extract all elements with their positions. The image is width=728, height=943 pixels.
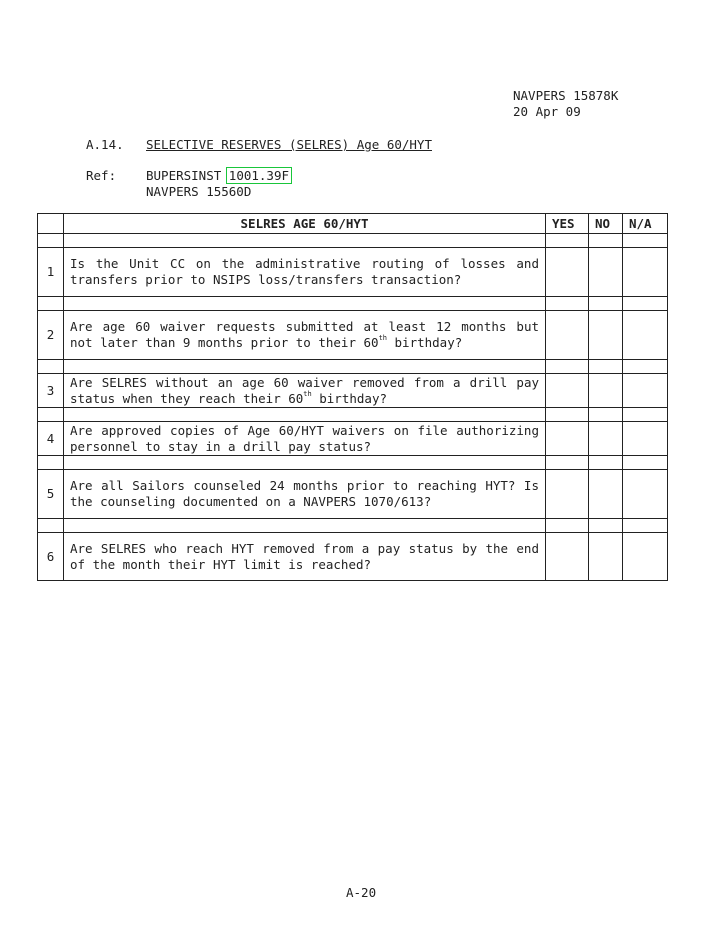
spacer-row (38, 456, 668, 470)
question-text: Are age 60 waiver requests submitted at least 12 months but not later than 9 months prior to their 60th birthday? (64, 311, 546, 360)
table-header-row (38, 214, 668, 234)
no-cell[interactable] (589, 248, 623, 297)
table-title: SELRES AGE 60/HYT (64, 214, 546, 234)
section-title: SELECTIVE RESERVES (SELRES) Age 60/HYT (146, 137, 432, 152)
ref-line-1 (146, 168, 292, 183)
header-num-cell (38, 214, 64, 234)
row-number: 3 (38, 374, 64, 408)
ref-label: Ref: (86, 168, 117, 183)
question-text: Are approved copies of Age 60/HYT waivers on file authorizing personnel to stay in a drill pay status? (64, 422, 546, 456)
col-yes: YES (546, 214, 589, 234)
ref-highlight: 1001.39F (226, 167, 292, 184)
doc-id: NAVPERS 15878K (513, 88, 619, 103)
na-cell[interactable] (623, 470, 668, 519)
spacer-row (38, 360, 668, 374)
yes-cell[interactable] (546, 311, 589, 360)
section-number: A.14. (86, 137, 124, 152)
spacer-row (38, 519, 668, 533)
col-no: NO (589, 214, 623, 234)
yes-cell[interactable] (546, 533, 589, 581)
na-cell[interactable] (623, 311, 668, 360)
spacer-row (38, 297, 668, 311)
na-cell[interactable] (623, 248, 668, 297)
row-number: 2 (38, 311, 64, 360)
yes-cell[interactable] (546, 374, 589, 408)
question-text: Are all Sailors counseled 24 months prior to reaching HYT? Is the counseling documented on a NAVPERS 1070/613? (64, 470, 546, 519)
no-cell[interactable] (589, 374, 623, 408)
yes-cell[interactable] (546, 248, 589, 297)
table-row (38, 422, 668, 456)
spacer-row (38, 234, 668, 248)
no-cell[interactable] (589, 470, 623, 519)
no-cell[interactable] (589, 311, 623, 360)
table-row (38, 533, 668, 581)
doc-date: 20 Apr 09 (513, 104, 581, 119)
page-number: A-20 (346, 885, 377, 900)
question-text: Is the Unit CC on the administrative routing of losses and transfers prior to NSIPS loss/transfers transaction? (64, 248, 546, 297)
yes-cell[interactable] (546, 470, 589, 519)
row-number: 4 (38, 422, 64, 456)
spacer-row (38, 408, 668, 422)
na-cell[interactable] (623, 533, 668, 581)
ref-prefix: BUPERSINST (146, 168, 229, 183)
table-row (38, 470, 668, 519)
superscript: th (378, 334, 387, 342)
question-text: Are SELRES without an age 60 waiver removed from a drill pay status when they reach their 60th birthday? (64, 374, 546, 408)
col-na: N/A (623, 214, 668, 234)
table-row (38, 248, 668, 297)
na-cell[interactable] (623, 374, 668, 408)
no-cell[interactable] (589, 533, 623, 581)
superscript: th (303, 389, 312, 398)
yes-cell[interactable] (546, 422, 589, 456)
row-number: 5 (38, 470, 64, 519)
table-row (38, 311, 668, 360)
checklist-table (37, 213, 668, 581)
row-number: 1 (38, 248, 64, 297)
no-cell[interactable] (589, 422, 623, 456)
row-number: 6 (38, 533, 64, 581)
table-row (38, 374, 668, 408)
ref-line-2: NAVPERS 15560D (146, 184, 252, 199)
question-text: Are SELRES who reach HYT removed from a pay status by the end of the month their HYT limit is reached? (64, 533, 546, 581)
na-cell[interactable] (623, 422, 668, 456)
